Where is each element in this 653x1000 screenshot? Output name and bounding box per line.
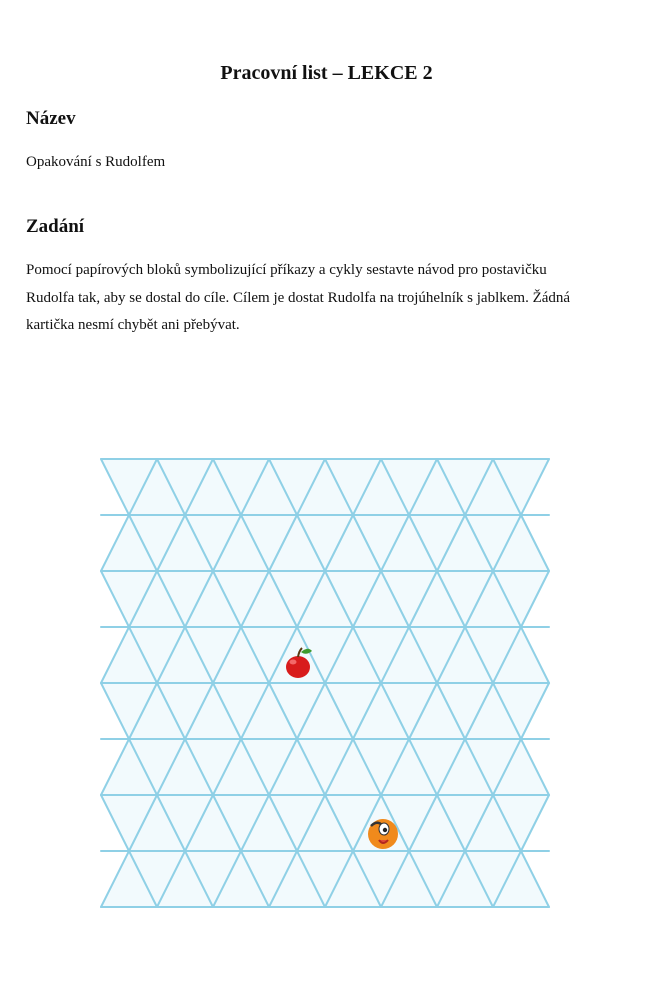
task-line: Rudolfa tak, aby se dostal do cíle. Cílem je dostat Rudolfa na trojúhelník s jablkem. Žádná (26, 289, 571, 306)
section-heading-name: Název (26, 108, 76, 129)
section-heading-task: Zadání (26, 216, 85, 237)
rudolf-icon (368, 819, 398, 849)
lesson-name: Opakování s Rudolfem (26, 154, 166, 170)
task-line: Pomocí papírových bloků symbolizující příkazy a cykly sestavte návod pro postavičku (26, 262, 547, 278)
task-line: kartička nesmí chybět ani přebývat. (26, 317, 240, 333)
page-title: Pracovní list – LEKCE 2 (220, 62, 433, 84)
